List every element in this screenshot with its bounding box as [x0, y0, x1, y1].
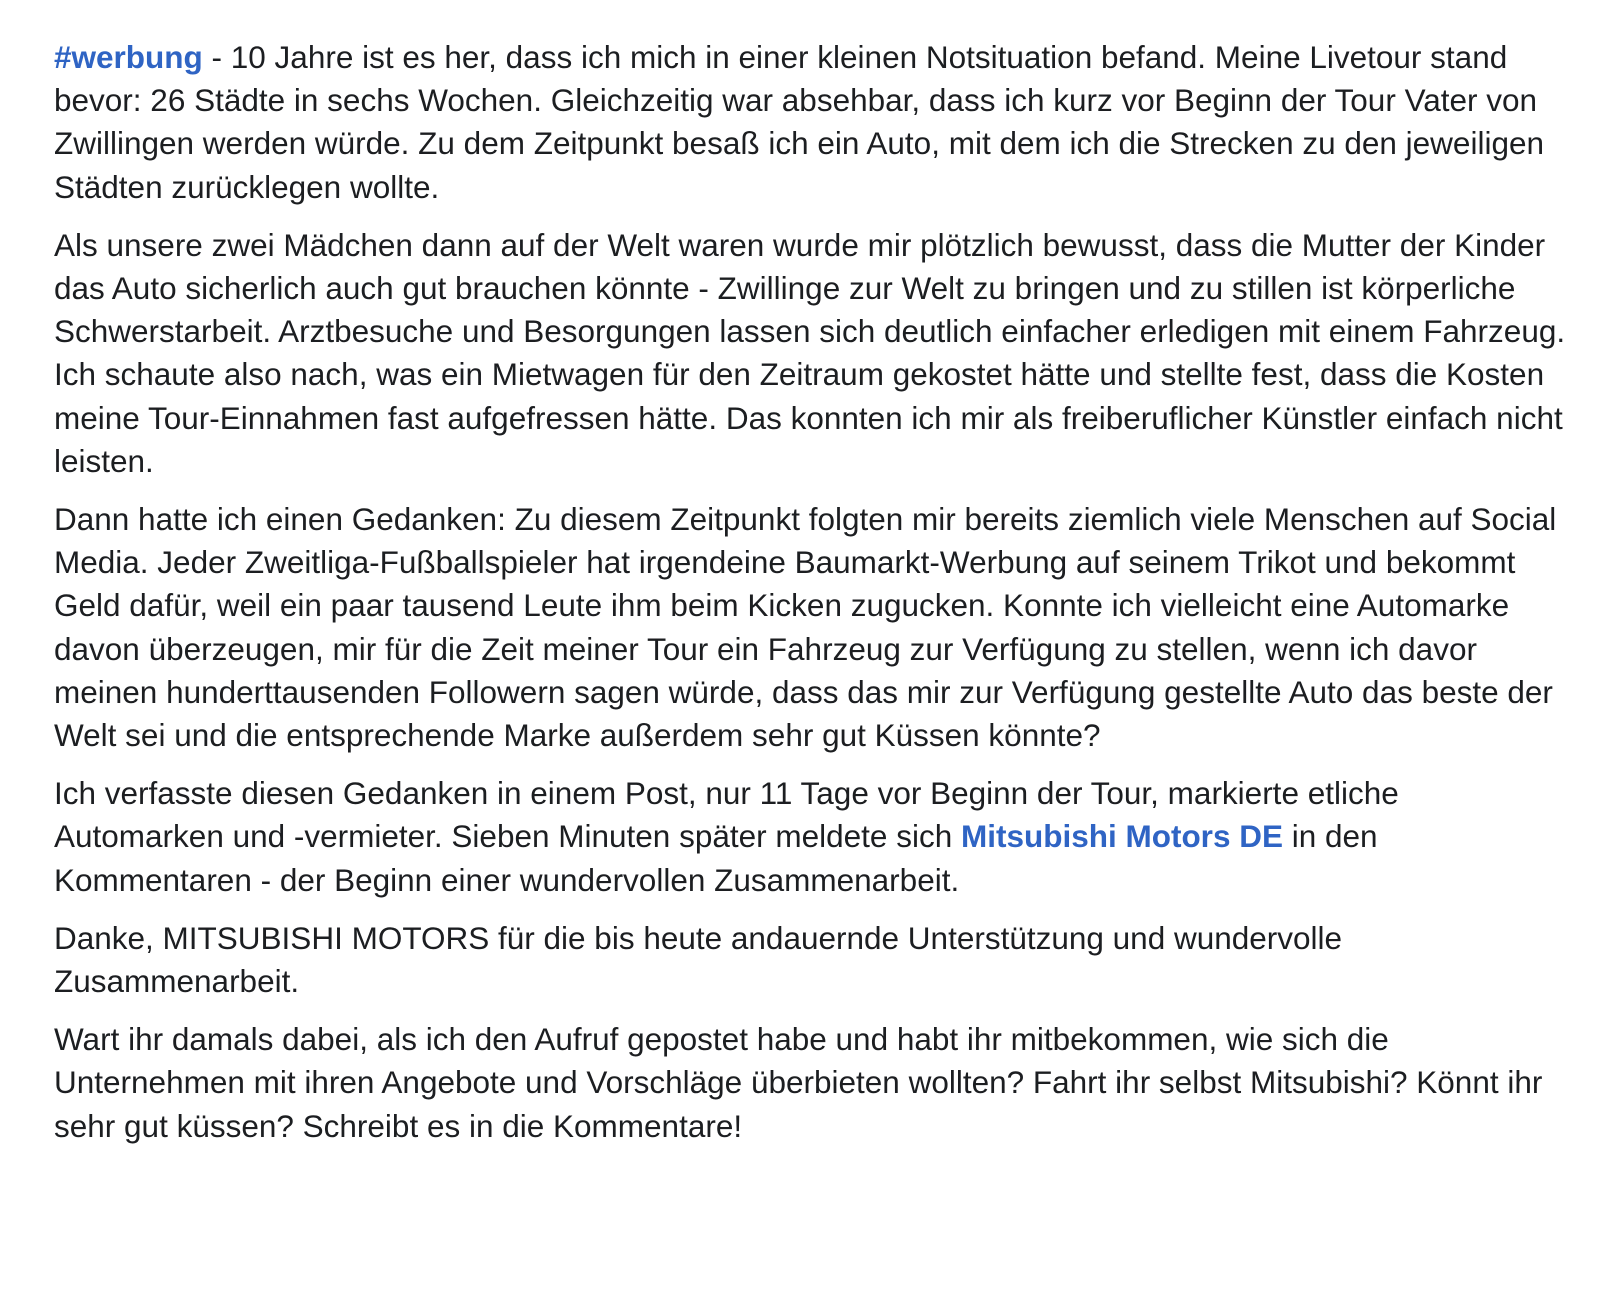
- post-paragraph-5-text-after: in den Kommentaren - der Beginn einer wundervollen Zusammenarbeit.: [54, 818, 1378, 898]
- mention-link-mitsubishi-motors-de[interactable]: Mitsubishi Motors DE: [960, 818, 1283, 855]
- post-paragraph-5: [54, 772, 1574, 902]
- post-paragraph-3: Ich schaute also nach, was ein Mietwagen für den Zeitraum gekostet hätte und stellte fest, dass die Kosten meine Tour-Einnahmen fast aufgefressen hätte. Das konnten ich mir als freiberuflicher Künstler einfach nicht leisten.: [54, 356, 1563, 479]
- post-paragraph-4: Dann hatte ich einen Gedanken: Zu diesem Zeitpunkt folgten mir bereits ziemlich viele Menschen auf Social Media. Jeder Zweitliga-Fußballspieler hat irgendeine Baumarkt-Werbung auf seinem Trikot und bekommt Geld dafür, weil ein paar tausend Leute ihm beim Kicken zugucken. Konnte ich vielleicht eine Automarke davon überzeugen, mir für die Zeit meiner Tour ein Fahrzeug zur Verfügung zu stellen, wenn ich davor meinen hunderttausenden Followern sagen würde, dass das mir zur Verfügung gestellte Auto das beste der Welt sei und die entsprechende Marke außerdem sehr gut Küssen könnte?: [54, 501, 1557, 754]
- post-paragraph-7: Wart ihr damals dabei, als ich den Aufruf gepostet habe und habt ihr mitbekommen, wie sich die Unternehmen mit ihren Angebote und Vorschläge überbieten wollten? Fahrt ihr selbst Mitsubishi? Könnt ihr sehr gut küssen? Schreibt es in die Kommentare!: [54, 1021, 1543, 1144]
- post-paragraph-1: [54, 36, 1574, 209]
- post-paragraph-6: Danke, MITSUBISHI MOTORS für die bis heute andauernde Unterstützung und wundervolle Zusammenarbeit.: [54, 919, 1343, 1000]
- post-paragraph-1-text: - 10 Jahre ist es her, dass ich mich in einer kleinen Notsituation befand. Meine Livetour stand bevor: 26 Städte in sechs Wochen. Gleichzeitig war absehbar, dass ich kurz vor Beginn der Tour Vater von Zwillingen werden würde. Zu dem Zeitpunkt besaß ich ein Auto, mit dem ich die Strecken zu den jeweiligen Städten zurücklegen wollte.: [54, 39, 1545, 205]
- post-paragraph-2: Als unsere zwei Mädchen dann auf der Welt waren wurde mir plötzlich bewusst, dass die Mutter der Kinder das Auto sicherlich auch gut brauchen könnte - Zwillinge zur Welt zu bringen und zu stillen ist körperliche Schwerstarbeit. Arztbesuche und Besorgungen lassen sich deutlich einfacher erledigen mit einem Fahrzeug.: [54, 226, 1566, 350]
- post-body: [54, 36, 1574, 1163]
- hashtag-link-werbung[interactable]: #werbung: [54, 39, 203, 75]
- post-paragraph-5-text-before: Ich verfasste diesen Gedanken in einem Post, nur 11 Tage vor Beginn der Tour, markierte etliche Automarken und -vermieter. Sieben Minuten später meldete sich: [54, 775, 1399, 855]
